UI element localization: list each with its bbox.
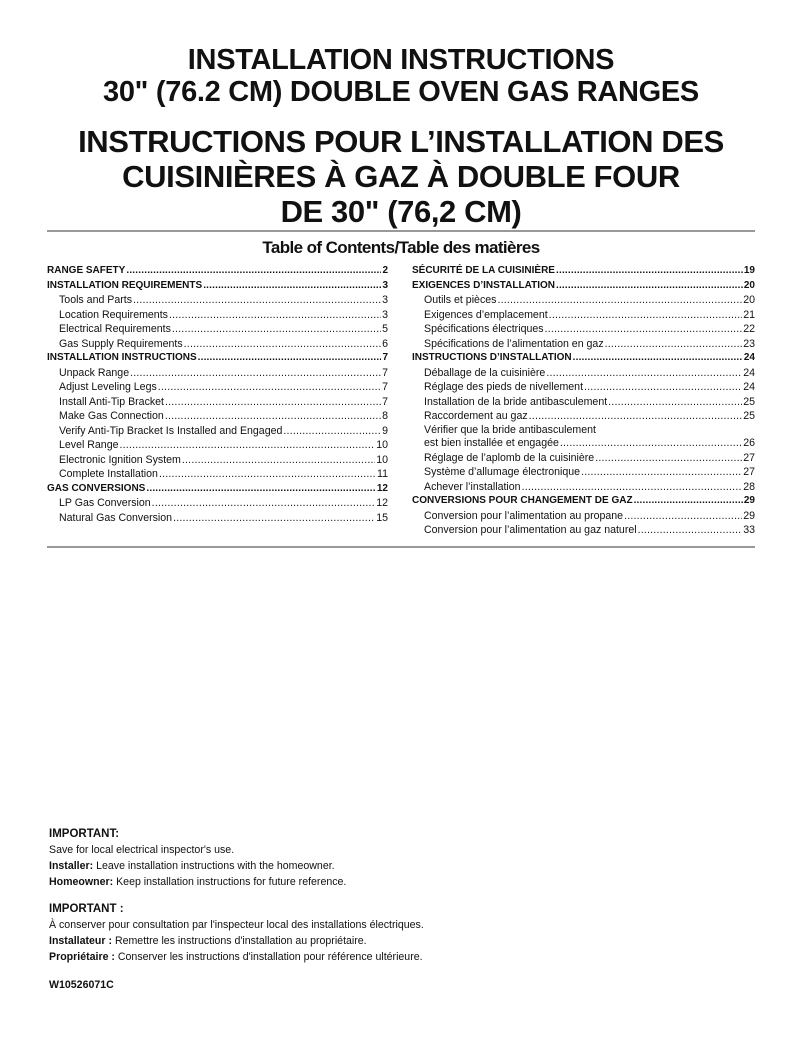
installer-label: Installateur : <box>49 935 112 947</box>
toc-entry-title: Make Gas Connection <box>59 410 164 422</box>
toc-subsection-entry[interactable] <box>47 322 388 337</box>
toc-entry-title: Electronic Ignition System <box>59 453 181 466</box>
toc-subsection-entry[interactable] <box>412 380 755 395</box>
toc-leader-dots <box>126 264 381 279</box>
installer-note <box>49 858 346 874</box>
toc-entry-title: INSTRUCTIONS D’INSTALLATION <box>412 352 572 363</box>
toc-page-number: 25 <box>743 410 755 422</box>
title-english-line-2: 30" (76.2 CM) DOUBLE OVEN GAS RANGES <box>103 76 699 108</box>
toc-page-number: 5 <box>382 323 388 335</box>
toc-subsection-entry[interactable] <box>47 366 388 381</box>
toc-entry-title: Outils et pièces <box>424 294 497 306</box>
toc-page-number: 10 <box>376 453 388 466</box>
toc-entry-title: Déballage de la cuisinière <box>424 366 546 379</box>
toc-entry-title: Gas Supply Requirements <box>59 337 183 350</box>
installer-label: Installer: <box>49 860 94 872</box>
toc-left-column <box>47 264 388 525</box>
toc-entry-title: EXIGENCES D’INSTALLATION <box>412 279 555 291</box>
title-english-line-1: INSTALLATION INSTRUCTIONS <box>187 44 615 76</box>
toc-heading: Table of Contents/Table des matières <box>262 238 540 257</box>
toc-entry-title: GAS CONVERSIONS <box>47 482 146 494</box>
toc-page-number: 7 <box>382 381 388 393</box>
toc-leader-dots <box>529 409 743 424</box>
toc-leader-dots <box>608 395 742 410</box>
toc-leader-dots <box>203 279 381 294</box>
toc-entry-title: RANGE SAFETY <box>47 265 126 276</box>
toc-page-number: 27 <box>743 451 755 464</box>
toc-leader-dots <box>556 264 743 279</box>
toc-entry-title: Système d’allumage électronique <box>424 466 581 478</box>
toc-entry-title: Tools and Parts <box>59 294 133 306</box>
toc-page-number: 10 <box>376 439 388 451</box>
title-french-line-1: INSTRUCTIONS POUR L’INSTALLATION DES <box>78 124 724 159</box>
toc-leader-dots <box>624 509 742 524</box>
toc-subsection-entry[interactable] <box>47 424 388 439</box>
toc-subsection-entry[interactable] <box>47 511 388 526</box>
toc-section-entry[interactable] <box>412 279 755 294</box>
title-french-line-2: CUISINIÈRES À GAZ À DOUBLE FOUR <box>122 159 680 194</box>
toc-entry-title: Réglage des pieds de nivellement <box>424 381 584 393</box>
title-french <box>0 124 802 229</box>
toc-entry-title: INSTALLATION INSTRUCTIONS <box>47 352 197 363</box>
toc-leader-dots <box>184 337 381 352</box>
toc-section-entry[interactable] <box>47 351 388 366</box>
toc-leader-dots <box>584 380 742 395</box>
toc-subsection-entry[interactable] <box>412 293 755 308</box>
toc-leader-dots <box>560 436 742 451</box>
installer-text: Leave installation instructions with the homeowner. <box>93 860 335 872</box>
toc-entry-title: SÉCURITÉ DE LA CUISINIÈRE <box>412 265 555 276</box>
homeowner-text: Conserver les instructions d'installation pour référence ultérieure. <box>114 951 423 963</box>
toc-page-number: 3 <box>382 294 388 306</box>
toc-page-number: 19 <box>743 265 755 276</box>
toc-subsection-entry[interactable] <box>412 322 755 337</box>
toc-top-rule <box>47 230 755 232</box>
homeowner-note <box>49 874 346 890</box>
toc-entry-title: Adjust Leveling Legs <box>59 381 157 393</box>
toc-page-number: 24 <box>743 366 755 379</box>
important-line: À conserver pour consultation par l'inspecteur local des installations électriques. <box>49 919 424 931</box>
part-number: W10526071C <box>49 979 114 991</box>
toc-entry-title: Unpack Range <box>59 366 130 379</box>
toc-entry-title: Natural Gas Conversion <box>59 511 173 524</box>
toc-entry-title: Spécifications de l’alimentation en gaz <box>424 337 604 350</box>
toc-page-number: 8 <box>382 410 388 422</box>
installer-text: Remettre les instructions d'installation au propriétaire. <box>112 935 367 947</box>
important-line: Save for local electrical inspector's use. <box>49 844 235 856</box>
installer-note <box>49 933 424 949</box>
homeowner-note <box>49 949 424 965</box>
toc-page-number: 23 <box>743 337 755 350</box>
toc-entry-title-line: Vérifier que la bride antibasculement <box>424 423 596 436</box>
homeowner-text: Keep installation instructions for future reference. <box>113 876 347 888</box>
important-heading: IMPORTANT : <box>49 903 124 915</box>
toc-bottom-rule <box>47 546 755 548</box>
toc-subsection-entry[interactable] <box>47 308 388 323</box>
toc-page-number: 11 <box>377 468 388 480</box>
toc-subsection-entry[interactable] <box>47 438 388 453</box>
toc-leader-dots <box>497 293 742 308</box>
toc-leader-dots <box>546 366 742 381</box>
toc-page-number: 24 <box>743 352 755 363</box>
toc-entry-title: Electrical Requirements <box>59 323 171 335</box>
toc-leader-dots <box>283 424 381 439</box>
title-french-line-3: DE 30" (76,2 CM) <box>280 194 522 229</box>
toc-subsection-entry[interactable] <box>412 395 755 410</box>
toc-leader-dots <box>182 453 375 468</box>
toc-page-number: 33 <box>743 524 755 536</box>
toc-entry-title: Conversion pour l’alimentation au propane <box>424 509 624 522</box>
toc-entry-title: Spécifications électriques <box>424 323 544 335</box>
toc-entry-title: Raccordement au gaz <box>424 410 528 422</box>
toc-page-number: 3 <box>382 308 388 321</box>
toc-page-number: 6 <box>382 337 388 350</box>
toc-leader-dots <box>581 465 742 480</box>
toc-entry-title: Install Anti-Tip Bracket <box>59 395 164 408</box>
toc-leader-dots <box>165 409 381 424</box>
toc-subsection-entry[interactable] <box>47 496 388 511</box>
toc-leader-dots <box>152 496 376 511</box>
toc-page-number: 15 <box>376 511 388 524</box>
toc-leader-dots <box>169 308 381 323</box>
toc-leader-dots <box>556 279 743 294</box>
toc-subsection-entry[interactable] <box>47 409 388 424</box>
toc-subsection-entry[interactable] <box>412 509 755 524</box>
toc-page-number: 24 <box>743 381 755 393</box>
toc-entry-title: est bien installée et engagée <box>424 437 559 449</box>
toc-entry-title: Location Requirements <box>59 308 168 321</box>
toc-subsection-entry[interactable] <box>47 380 388 395</box>
toc-right-column <box>412 264 755 538</box>
toc-subsection-entry[interactable] <box>412 366 755 381</box>
toc-leader-dots <box>173 511 375 526</box>
toc-page-number: 7 <box>382 366 388 379</box>
toc-page-number: 7 <box>382 395 388 408</box>
toc-leader-dots <box>165 395 381 410</box>
toc-leader-dots <box>573 351 743 366</box>
toc-subsection-entry[interactable] <box>412 308 755 323</box>
toc-page-number: 29 <box>743 495 755 506</box>
title-english <box>0 44 802 108</box>
toc-leader-dots <box>634 494 743 509</box>
toc-leader-dots <box>595 451 742 466</box>
toc-subsection-entry[interactable] <box>412 451 755 466</box>
toc-subsection-entry[interactable] <box>47 337 388 352</box>
toc-page-number: 22 <box>743 323 755 335</box>
toc-subsection-entry[interactable] <box>412 436 755 451</box>
toc-page-number: 12 <box>376 497 388 509</box>
toc-page-number: 20 <box>743 294 755 306</box>
toc-entry-title: Conversion pour l’alimentation au gaz naturel <box>424 524 637 536</box>
toc-leader-dots <box>522 480 743 495</box>
toc-entry-title: INSTALLATION REQUIREMENTS <box>47 279 203 291</box>
toc-leader-dots <box>545 322 743 337</box>
toc-page-number: 21 <box>743 308 755 321</box>
toc-section-entry[interactable] <box>47 264 388 279</box>
toc-subsection-entry[interactable] <box>412 337 755 352</box>
toc-entry-title: Réglage de l’aplomb de la cuisinière <box>424 451 595 464</box>
toc-subsection-entry[interactable] <box>47 467 388 482</box>
toc-page-number: 28 <box>743 480 755 493</box>
toc-page-number: 12 <box>376 482 388 494</box>
toc-page-number: 25 <box>743 395 755 408</box>
toc-section-entry[interactable] <box>412 351 755 366</box>
toc-leader-dots <box>549 308 743 323</box>
toc-subsection-entry[interactable] <box>47 293 388 308</box>
toc-leader-dots <box>120 438 376 453</box>
toc-section-entry[interactable] <box>47 482 388 497</box>
toc-entry-title: Exigences d’emplacement <box>424 308 548 321</box>
toc-subsection-entry[interactable] <box>412 480 755 495</box>
toc-entry-title: Complete Installation <box>59 468 158 480</box>
important-notice-french <box>49 901 424 965</box>
toc-section-entry[interactable] <box>47 279 388 294</box>
important-notice-english <box>49 826 346 890</box>
toc-page-number: 9 <box>382 424 388 437</box>
toc-subsection-entry[interactable] <box>47 453 388 468</box>
toc-section-entry[interactable] <box>412 494 755 509</box>
toc-entry-title: Achever l’installation <box>424 480 521 493</box>
toc-leader-dots <box>146 482 376 497</box>
toc-leader-dots <box>172 322 381 337</box>
toc-subsection-entry[interactable] <box>412 465 755 480</box>
toc-entry-title: Installation de la bride antibasculement <box>424 395 608 408</box>
toc-page-number: 20 <box>743 279 755 291</box>
important-heading: IMPORTANT: <box>49 828 120 840</box>
toc-subsection-entry[interactable] <box>412 523 755 538</box>
toc-page-number: 29 <box>743 509 755 522</box>
toc-leader-dots <box>159 467 376 482</box>
homeowner-label: Homeowner: <box>49 876 114 888</box>
toc-leader-dots <box>130 366 381 381</box>
toc-page-number: 27 <box>743 466 755 478</box>
toc-page-number: 2 <box>382 265 388 276</box>
toc-leader-dots <box>158 380 381 395</box>
homeowner-label: Propriétaire : <box>49 951 115 963</box>
toc-leader-dots <box>605 337 743 352</box>
toc-entry-title: Level Range <box>59 439 119 451</box>
toc-subsection-entry[interactable] <box>412 409 755 424</box>
toc-leader-dots <box>133 293 381 308</box>
toc-entry-title: Verify Anti-Tip Bracket Is Installed and Engaged <box>59 424 283 437</box>
toc-page-number: 3 <box>382 279 388 291</box>
toc-subsection-entry[interactable] <box>47 395 388 410</box>
toc-leader-dots <box>638 523 743 538</box>
toc-page-number: 7 <box>382 352 388 363</box>
toc-entry-title: LP Gas Conversion <box>59 497 151 509</box>
toc-page-number: 26 <box>743 437 755 449</box>
toc-leader-dots <box>198 351 382 366</box>
toc-entry-title: CONVERSIONS POUR CHANGEMENT DE GAZ <box>412 495 633 506</box>
toc-section-entry[interactable] <box>412 264 755 279</box>
